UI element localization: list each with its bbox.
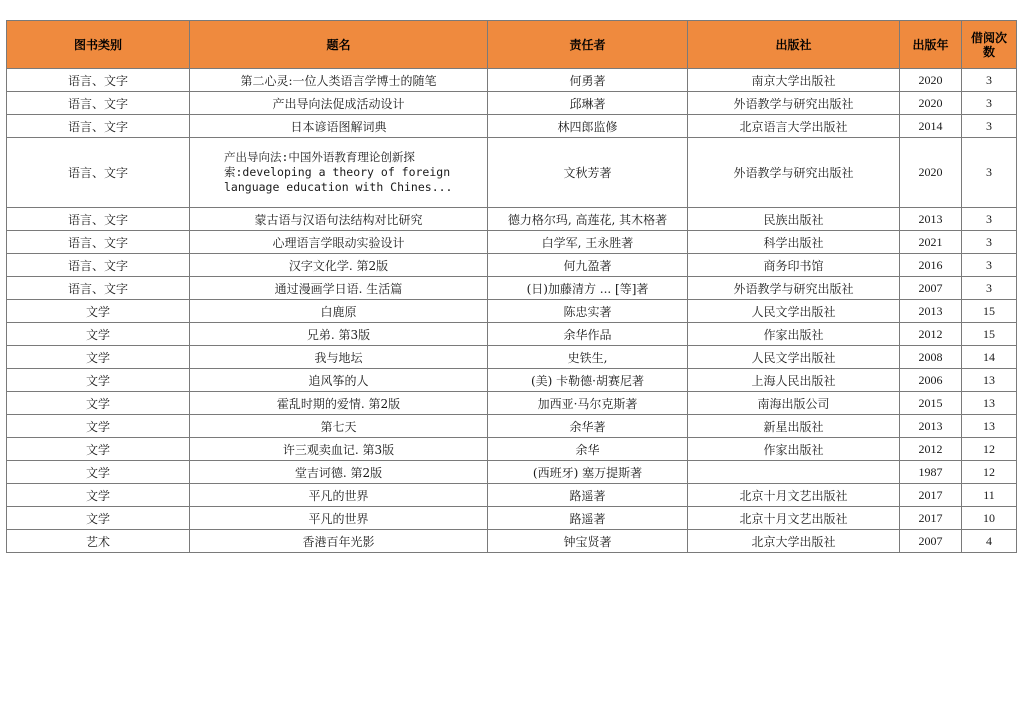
header-title[interactable]: 题名 bbox=[190, 21, 488, 69]
cell-year[interactable]: 2014 bbox=[900, 115, 962, 138]
cell-publisher[interactable]: 新星出版社 bbox=[688, 415, 900, 438]
cell-author[interactable]: 余华 bbox=[488, 438, 688, 461]
cell-category[interactable]: 文学 bbox=[7, 369, 190, 392]
cell-count[interactable]: 3 bbox=[962, 231, 1017, 254]
header-publisher[interactable]: 出版社 bbox=[688, 21, 900, 69]
cell-category[interactable]: 文学 bbox=[7, 346, 190, 369]
cell-category[interactable]: 文学 bbox=[7, 300, 190, 323]
cell-publisher[interactable]: 民族出版社 bbox=[688, 208, 900, 231]
cell-title[interactable]: 平凡的世界 bbox=[190, 507, 488, 530]
cell-title[interactable]: 第二心灵:一位人类语言学博士的随笔 bbox=[190, 69, 488, 92]
table-row bbox=[7, 323, 1017, 346]
table-row bbox=[7, 208, 1017, 231]
cell-publisher[interactable]: 作家出版社 bbox=[688, 438, 900, 461]
table-row bbox=[7, 415, 1017, 438]
cell-author[interactable]: 白学军, 王永胜著 bbox=[488, 231, 688, 254]
cell-count[interactable]: 3 bbox=[962, 277, 1017, 300]
cell-category[interactable]: 语言、文字 bbox=[7, 254, 190, 277]
cell-title[interactable]: 汉字文化学. 第2版 bbox=[190, 254, 488, 277]
cell-publisher[interactable]: 上海人民出版社 bbox=[688, 369, 900, 392]
cell-title[interactable]: 霍乱时期的爱情. 第2版 bbox=[190, 392, 488, 415]
cell-category[interactable]: 文学 bbox=[7, 507, 190, 530]
cell-category[interactable]: 文学 bbox=[7, 323, 190, 346]
table-row bbox=[7, 277, 1017, 300]
cell-title[interactable]: 产出导向法:中国外语教育理论创新探索:developing a theory of foreign language education with Chines... bbox=[190, 138, 488, 208]
cell-title[interactable]: 通过漫画学日语. 生活篇 bbox=[190, 277, 488, 300]
cell-year[interactable]: 1987 bbox=[900, 461, 962, 484]
cell-count[interactable]: 12 bbox=[962, 461, 1017, 484]
cell-title[interactable]: 我与地坛 bbox=[190, 346, 488, 369]
cell-author[interactable]: 何九盈著 bbox=[488, 254, 688, 277]
table-row bbox=[7, 300, 1017, 323]
cell-category[interactable]: 文学 bbox=[7, 461, 190, 484]
cell-publisher[interactable]: 外语教学与研究出版社 bbox=[688, 138, 900, 208]
cell-count[interactable]: 12 bbox=[962, 438, 1017, 461]
cell-publisher[interactable]: 人民文学出版社 bbox=[688, 300, 900, 323]
cell-year[interactable]: 2012 bbox=[900, 323, 962, 346]
cell-title[interactable]: 日本谚语图解词典 bbox=[190, 115, 488, 138]
header-count[interactable]: 借阅次数 bbox=[962, 21, 1017, 69]
cell-title[interactable]: 堂吉诃德. 第2版 bbox=[190, 461, 488, 484]
table-row bbox=[7, 369, 1017, 392]
cell-title[interactable]: 白鹿原 bbox=[190, 300, 488, 323]
cell-count[interactable]: 3 bbox=[962, 138, 1017, 208]
cell-year[interactable]: 2015 bbox=[900, 392, 962, 415]
cell-category[interactable]: 语言、文字 bbox=[7, 69, 190, 92]
cell-year[interactable]: 2012 bbox=[900, 438, 962, 461]
cell-publisher[interactable] bbox=[688, 461, 900, 484]
table-row bbox=[7, 346, 1017, 369]
cell-count[interactable]: 3 bbox=[962, 254, 1017, 277]
cell-author[interactable]: 加西亚·马尔克斯著 bbox=[488, 392, 688, 415]
cell-author[interactable]: (西班牙) 塞万提斯著 bbox=[488, 461, 688, 484]
table-row bbox=[7, 530, 1017, 553]
cell-count[interactable]: 3 bbox=[962, 92, 1017, 115]
table-body bbox=[7, 69, 1017, 553]
cell-publisher[interactable]: 外语教学与研究出版社 bbox=[688, 277, 900, 300]
cell-year[interactable]: 2013 bbox=[900, 208, 962, 231]
cell-publisher[interactable]: 北京大学出版社 bbox=[688, 530, 900, 553]
cell-year[interactable]: 2017 bbox=[900, 507, 962, 530]
cell-author[interactable]: 钟宝贤著 bbox=[488, 530, 688, 553]
cell-title[interactable]: 第七天 bbox=[190, 415, 488, 438]
cell-year[interactable]: 2007 bbox=[900, 530, 962, 553]
table-row bbox=[7, 392, 1017, 415]
cell-publisher[interactable]: 南京大学出版社 bbox=[688, 69, 900, 92]
cell-author[interactable]: 何勇著 bbox=[488, 69, 688, 92]
cell-publisher[interactable]: 科学出版社 bbox=[688, 231, 900, 254]
cell-title[interactable]: 蒙古语与汉语句法结构对比研究 bbox=[190, 208, 488, 231]
table-row bbox=[7, 254, 1017, 277]
table-row bbox=[7, 461, 1017, 484]
cell-title[interactable]: 平凡的世界 bbox=[190, 484, 488, 507]
cell-category[interactable]: 语言、文字 bbox=[7, 138, 190, 208]
table-row bbox=[7, 92, 1017, 115]
cell-count[interactable]: 3 bbox=[962, 115, 1017, 138]
book-loan-table bbox=[6, 20, 1017, 553]
cell-author[interactable]: 路遥著 bbox=[488, 484, 688, 507]
table-row bbox=[7, 69, 1017, 92]
cell-count[interactable]: 13 bbox=[962, 392, 1017, 415]
table-row bbox=[7, 231, 1017, 254]
table-row bbox=[7, 484, 1017, 507]
cell-author[interactable]: (日)加藤清方 ... [等]著 bbox=[488, 277, 688, 300]
cell-title[interactable]: 追风筝的人 bbox=[190, 369, 488, 392]
cell-count[interactable]: 14 bbox=[962, 346, 1017, 369]
header-category[interactable]: 图书类别 bbox=[7, 21, 190, 69]
cell-author[interactable]: 陈忠实著 bbox=[488, 300, 688, 323]
cell-category[interactable]: 语言、文字 bbox=[7, 231, 190, 254]
cell-publisher[interactable]: 作家出版社 bbox=[688, 323, 900, 346]
cell-author[interactable]: 路遥著 bbox=[488, 507, 688, 530]
cell-year[interactable]: 2020 bbox=[900, 69, 962, 92]
cell-publisher[interactable]: 南海出版公司 bbox=[688, 392, 900, 415]
cell-category[interactable]: 语言、文字 bbox=[7, 115, 190, 138]
header-author[interactable]: 责任者 bbox=[488, 21, 688, 69]
cell-count[interactable]: 15 bbox=[962, 300, 1017, 323]
cell-year[interactable]: 2021 bbox=[900, 231, 962, 254]
cell-count[interactable]: 10 bbox=[962, 507, 1017, 530]
cell-publisher[interactable]: 商务印书馆 bbox=[688, 254, 900, 277]
cell-category[interactable]: 文学 bbox=[7, 392, 190, 415]
cell-count[interactable]: 3 bbox=[962, 69, 1017, 92]
cell-title[interactable]: 兄弟. 第3版 bbox=[190, 323, 488, 346]
cell-category[interactable]: 语言、文字 bbox=[7, 277, 190, 300]
cell-count[interactable]: 3 bbox=[962, 208, 1017, 231]
cell-author[interactable]: 文秋芳著 bbox=[488, 138, 688, 208]
cell-year[interactable]: 2006 bbox=[900, 369, 962, 392]
cell-year[interactable]: 2020 bbox=[900, 138, 962, 208]
cell-count[interactable]: 15 bbox=[962, 323, 1017, 346]
cell-category[interactable]: 文学 bbox=[7, 438, 190, 461]
cell-year[interactable]: 2013 bbox=[900, 300, 962, 323]
cell-count[interactable]: 13 bbox=[962, 369, 1017, 392]
cell-publisher[interactable]: 北京十月文艺出版社 bbox=[688, 507, 900, 530]
cell-category[interactable]: 语言、文字 bbox=[7, 92, 190, 115]
cell-category[interactable]: 文学 bbox=[7, 415, 190, 438]
cell-year[interactable]: 2008 bbox=[900, 346, 962, 369]
cell-title[interactable]: 香港百年光影 bbox=[190, 530, 488, 553]
cell-author[interactable]: 史铁生, bbox=[488, 346, 688, 369]
cell-category[interactable]: 语言、文字 bbox=[7, 208, 190, 231]
cell-publisher[interactable]: 外语教学与研究出版社 bbox=[688, 92, 900, 115]
cell-title[interactable]: 许三观卖血记. 第3版 bbox=[190, 438, 488, 461]
cell-title[interactable]: 产出导向法促成活动设计 bbox=[190, 92, 488, 115]
table-row bbox=[7, 507, 1017, 530]
cell-publisher[interactable]: 北京语言大学出版社 bbox=[688, 115, 900, 138]
cell-publisher[interactable]: 北京十月文艺出版社 bbox=[688, 484, 900, 507]
table-row bbox=[7, 438, 1017, 461]
header-row bbox=[7, 21, 1017, 69]
cell-author[interactable]: (美) 卡勒德·胡赛尼著 bbox=[488, 369, 688, 392]
cell-author[interactable]: 德力格尔玛, 高莲花, 其木格著 bbox=[488, 208, 688, 231]
cell-author[interactable]: 邱琳著 bbox=[488, 92, 688, 115]
header-year[interactable]: 出版年 bbox=[900, 21, 962, 69]
cell-count[interactable]: 4 bbox=[962, 530, 1017, 553]
cell-year[interactable]: 2016 bbox=[900, 254, 962, 277]
cell-publisher[interactable]: 人民文学出版社 bbox=[688, 346, 900, 369]
spreadsheet-sheet bbox=[6, 20, 1016, 553]
table-row bbox=[7, 115, 1017, 138]
cell-count[interactable]: 11 bbox=[962, 484, 1017, 507]
cell-category[interactable]: 文学 bbox=[7, 484, 190, 507]
cell-year[interactable]: 2013 bbox=[900, 415, 962, 438]
cell-year[interactable]: 2020 bbox=[900, 92, 962, 115]
cell-author[interactable]: 余华著 bbox=[488, 415, 688, 438]
cell-title[interactable]: 心理语言学眼动实验设计 bbox=[190, 231, 488, 254]
cell-author[interactable]: 林四郎监修 bbox=[488, 115, 688, 138]
cell-year[interactable]: 2017 bbox=[900, 484, 962, 507]
cell-category[interactable]: 艺术 bbox=[7, 530, 190, 553]
cell-year[interactable]: 2007 bbox=[900, 277, 962, 300]
cell-count[interactable]: 13 bbox=[962, 415, 1017, 438]
table-row bbox=[7, 138, 1017, 208]
cell-author[interactable]: 余华作品 bbox=[488, 323, 688, 346]
